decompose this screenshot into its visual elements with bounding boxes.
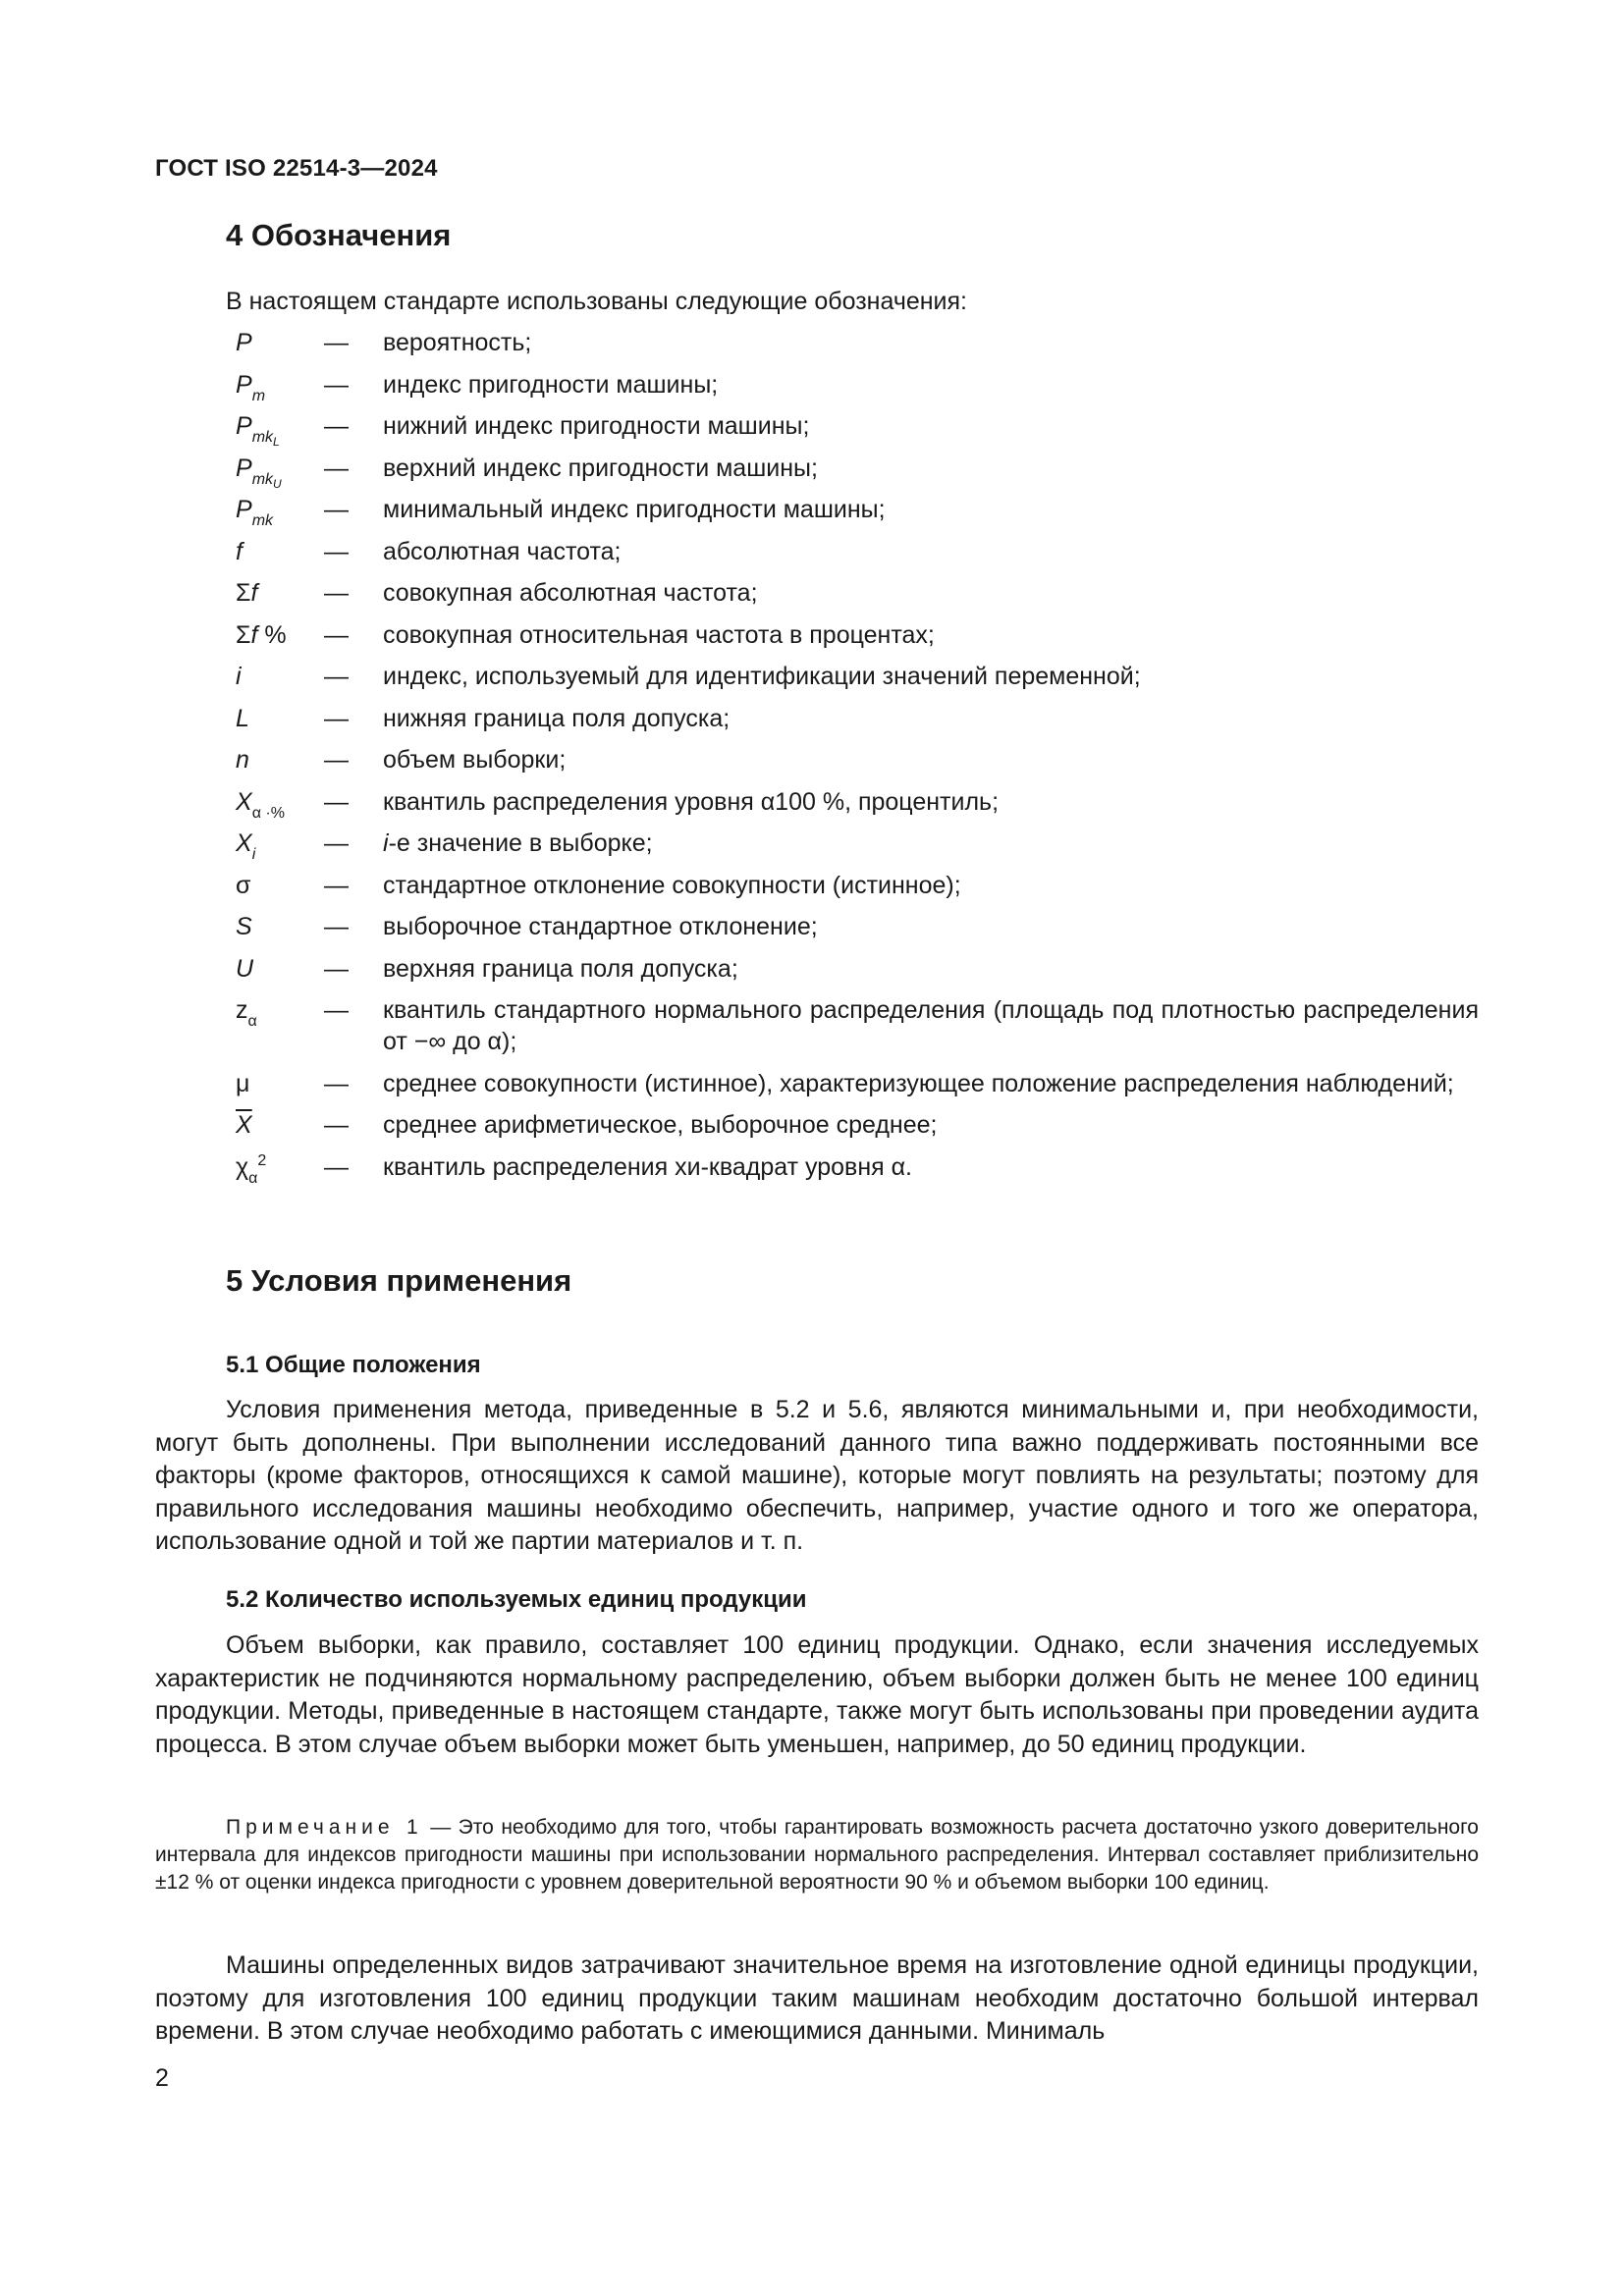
- section-5-title: 5 Условия применения: [226, 1263, 572, 1298]
- dash: —: [324, 1152, 349, 1181]
- definition-row: [212, 1151, 1479, 1187]
- definition-text: нижняя граница поля допуска;: [383, 704, 731, 732]
- definition-row: [212, 661, 1479, 692]
- definition-row: [212, 1068, 1479, 1099]
- definition-text: [383, 828, 1479, 859]
- dash: —: [324, 787, 349, 816]
- definition-text: выборочное стандартное отклонение;: [383, 913, 818, 940]
- symbol: $P_{mk_U}$: [236, 454, 282, 491]
- definition-row: [212, 828, 1479, 863]
- definition-row: [212, 744, 1479, 775]
- symbol: σ: [236, 871, 251, 899]
- document-code-header: ГОСТ ISO 22514-3—2024: [155, 155, 438, 182]
- definition-row: [212, 870, 1479, 901]
- definition-text: среднее совокупности (истинное), характеризующее положение распределения наблюдений;: [383, 1069, 1454, 1097]
- symbol: L: [236, 704, 249, 732]
- symbol: $X_{\alpha \cdot\%}$: [236, 787, 285, 822]
- subsection-5-2-text-continued: Машины определенных видов затрачивают значительное время на изготовление одной единицы продукции, поэтому для изготовления 100 единиц продукции таким машинам необходим достаточно большой интервал времени. В этом случае необходимо работать с имеющимися данными. Минималь: [155, 1951, 1479, 2045]
- subsection-5-1-text: Условия применения метода, приведенные в 5.2 и 5.6, являются минимальными и, при необходимости, могут быть дополнены. При выполнении исследований данного типа важно поддерживать постоянными все факторы (кроме факторов, относящихся к самой машине), которые могут повлиять на результаты; поэтому для правильного исследования машины необходимо обеспечить, например, участие одного и того же оператора, использование одной и той же партии материалов и т. п.: [155, 1396, 1479, 1555]
- definition-text: совокупная относительная частота в процентах;: [383, 620, 935, 649]
- symbol: $\chi_\alpha^2$: [236, 1151, 267, 1187]
- dash: —: [324, 746, 349, 774]
- symbol: f: [236, 537, 243, 565]
- dash: —: [324, 829, 349, 857]
- symbol: Σf: [236, 579, 258, 607]
- dash: —: [324, 871, 349, 899]
- dash: —: [324, 412, 349, 440]
- definition-text: индекс пригодности машины;: [383, 370, 719, 399]
- symbol: S: [236, 913, 252, 940]
- definition-row: [212, 953, 1479, 985]
- symbol: Σf %: [236, 620, 287, 649]
- subsection-5-2-title: 5.2 Количество используемых единиц продукции: [226, 1586, 807, 1613]
- symbol: $P_{mk}$: [236, 496, 274, 529]
- dash: —: [324, 663, 349, 690]
- section-4-intro: В настоящем стандарте использованы следующие обозначения:: [226, 288, 968, 315]
- definition-text: верхний индекс пригодности машины;: [383, 454, 818, 482]
- definition-row: [212, 911, 1479, 942]
- dash: —: [324, 370, 349, 399]
- definition-row: [212, 369, 1479, 404]
- section-4-title: 4 Обозначения: [226, 218, 452, 252]
- symbol: U: [236, 954, 254, 983]
- symbol: i: [236, 663, 242, 690]
- definition-text: абсолютная частота;: [383, 537, 622, 565]
- symbol: $P_{mk_L}$: [236, 412, 280, 449]
- symbol: P: [236, 329, 252, 356]
- definition-text: квантиль распределения хи-квадрат уровня α.: [383, 1152, 913, 1181]
- definition-row: [212, 786, 1479, 822]
- symbol: $z_\alpha$: [236, 996, 257, 1030]
- symbol: $P_m$: [236, 370, 266, 404]
- definition-text: квантиль распределения уровня α100 %, процентиль;: [383, 787, 1000, 816]
- note-1: [155, 1814, 1479, 1896]
- definition-text: нижний индекс пригодности машины;: [383, 412, 810, 440]
- definition-text: минимальный индекс пригодности машины;: [383, 496, 886, 523]
- definition-row: [212, 453, 1479, 491]
- symbol: μ: [236, 1069, 250, 1097]
- definition-row: [212, 994, 1479, 1057]
- dash: —: [324, 496, 349, 523]
- definition-text: объем выборки;: [383, 746, 567, 774]
- note-text: — Это необходимо для того, чтобы гарантировать возможность расчета достаточно узкого доверительного интервала для индексов пригодности машины при использовании нормального распределения. Интервал составляет приблизительно ±12 % от оценки индекса пригодности с уровнем доверительной вероятности 90 % и объемом выборки 100 единиц.: [155, 1816, 1479, 1894]
- definition-text: среднее арифметическое, выборочное среднее;: [383, 1111, 938, 1139]
- dash: —: [324, 454, 349, 482]
- dash: —: [324, 913, 349, 940]
- definition-text: вероятность;: [383, 329, 532, 356]
- definition-text: квантиль стандартного нормального распределения (площадь под плотностью распределения от −∞ до α);: [383, 996, 1479, 1055]
- definition-row: [212, 327, 1479, 358]
- definition-row: [212, 494, 1479, 529]
- subsection-5-1-title: 5.1 Общие положения: [226, 1352, 481, 1378]
- definition-row: [212, 1109, 1479, 1141]
- page-number: 2: [155, 2064, 169, 2092]
- subsection-5-2-text: Объем выборки, как правило, составляет 100 единиц продукции. Однако, если значения исследуемых характеристик не подчиняются нормальному распределению, объем выборки должен быть не менее 100 единиц продукции. Методы, приведенные в настоящем стандарте, также могут быть использованы при проведении аудита процесса. В этом случае объем выборки может быть уменьшен, например, до 50 единиц продукции.: [155, 1631, 1479, 1758]
- dash: —: [324, 704, 349, 732]
- definition-text: индекс, используемый для идентификации значений переменной;: [383, 663, 1141, 690]
- definition-row: [212, 410, 1479, 449]
- definition-row: [212, 577, 1479, 609]
- definition-text-rest: -е значение в выборке;: [388, 829, 653, 857]
- definition-row: [212, 703, 1479, 734]
- dash: —: [324, 620, 349, 649]
- dash: —: [324, 1111, 349, 1139]
- definition-row: [212, 536, 1479, 567]
- definitions-list: [212, 327, 1479, 1193]
- dash: —: [324, 954, 349, 983]
- symbol: $\overline{X}$: [236, 1111, 252, 1139]
- definition-text: верхняя граница поля допуска;: [383, 954, 738, 983]
- note-label: Примечание 1: [226, 1816, 423, 1839]
- dash: —: [324, 1069, 349, 1097]
- definition-italic-prefix: i: [383, 829, 389, 857]
- symbol: $X_i$: [236, 829, 256, 863]
- dash: —: [324, 329, 349, 356]
- definition-row: [212, 619, 1479, 651]
- symbol: n: [236, 746, 249, 774]
- definition-text: стандартное отклонение совокупности (истинное);: [383, 871, 961, 899]
- dash: —: [324, 579, 349, 607]
- dash: —: [324, 996, 349, 1024]
- definition-text: совокупная абсолютная частота;: [383, 579, 758, 607]
- dash: —: [324, 537, 349, 565]
